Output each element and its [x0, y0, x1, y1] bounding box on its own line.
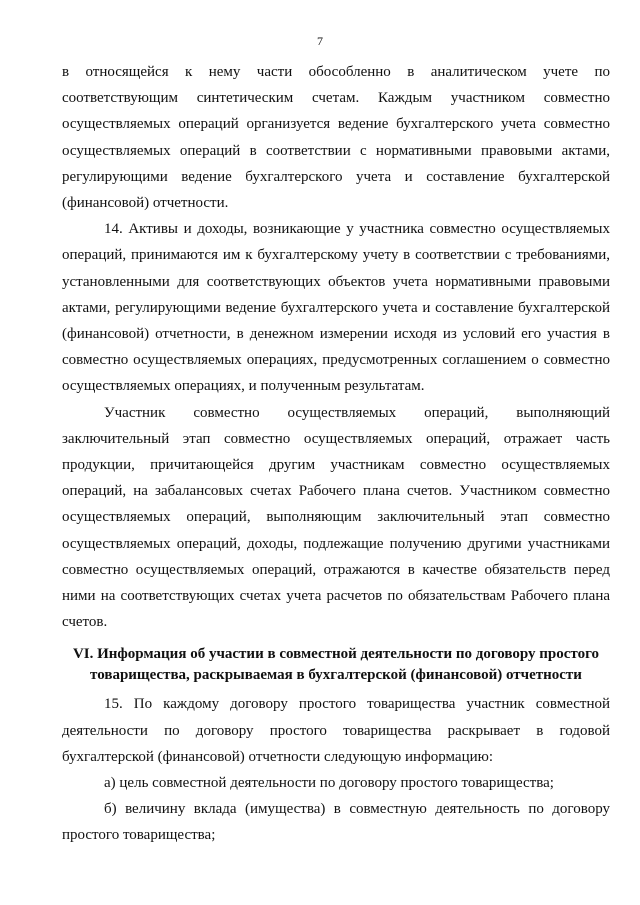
paragraph-15: 15. По каждому договору простого товарищества участник совместной деятельности по договору простого товарищества раскрывает в годовой бухгалтерской (финансовой) отчетности следующую информацию: — [62, 696, 610, 765]
section-heading — [62, 644, 610, 686]
section-heading-line-2: товарищества, раскрываемая в бухгалтерской (финансовой) отчетности — [90, 667, 582, 684]
list-item-a: а) цель совместной деятельности по договору простого товарищества; — [104, 775, 554, 792]
paragraph-final-stage-participant: Участник совместно осуществляемых операций, выполняющий заключительный этап совместно осуществляемых операций, отражает часть продукции, причитающейся другим участникам совместно осуществляемых операций, на забалансовых счетах Рабочего плана счетов. Участником совместно осуществляемых операций, выполняющим заключительный этап совместно осуществляемых операций, доходы, подлежащие получению другими участниками совместно осуществляемых операций, отражаются в качестве обязательств перед ними на соответствующих счетах учета расчетов по обязательствам Рабочего плана счетов. — [62, 404, 610, 631]
document-body — [62, 59, 610, 849]
paragraph-continuation: в относящейся к нему части обособленно в аналитическом учете по соответствующим синтетическим счетам. Каждым участником совместно осуществляемых операций организуется ведение бухгалтерского учета совместно осуществляемых операций в соответствии с нормативными правовыми актами, регулирующими ведение бухгалтерского учета и составление бухгалтерской (финансовой) отчетности. — [62, 64, 610, 212]
page-number: 7 — [317, 34, 323, 48]
list-item-b: б) величину вклада (имущества) в совместную деятельность по договору простого товарищества; — [62, 801, 610, 844]
paragraph-14: 14. Активы и доходы, возникающие у участника совместно осуществляемых операций, принимаются им к бухгалтерскому учету в соответствии с требованиями, установленными для соответствующих объектов учета нормативными правовыми актами, регулирующими ведение бухгалтерского учета и составление бухгалтерской (финансовой) отчетности, в денежном измерении исходя из условий его участия в совместно осуществляемых операциях, предусмотренных соглашением о совместно осуществляемых операциях, и полученным результатам. — [62, 221, 610, 395]
section-heading-line-1: VI. Информация об участии в совместной деятельности по договору простого — [72, 646, 600, 663]
